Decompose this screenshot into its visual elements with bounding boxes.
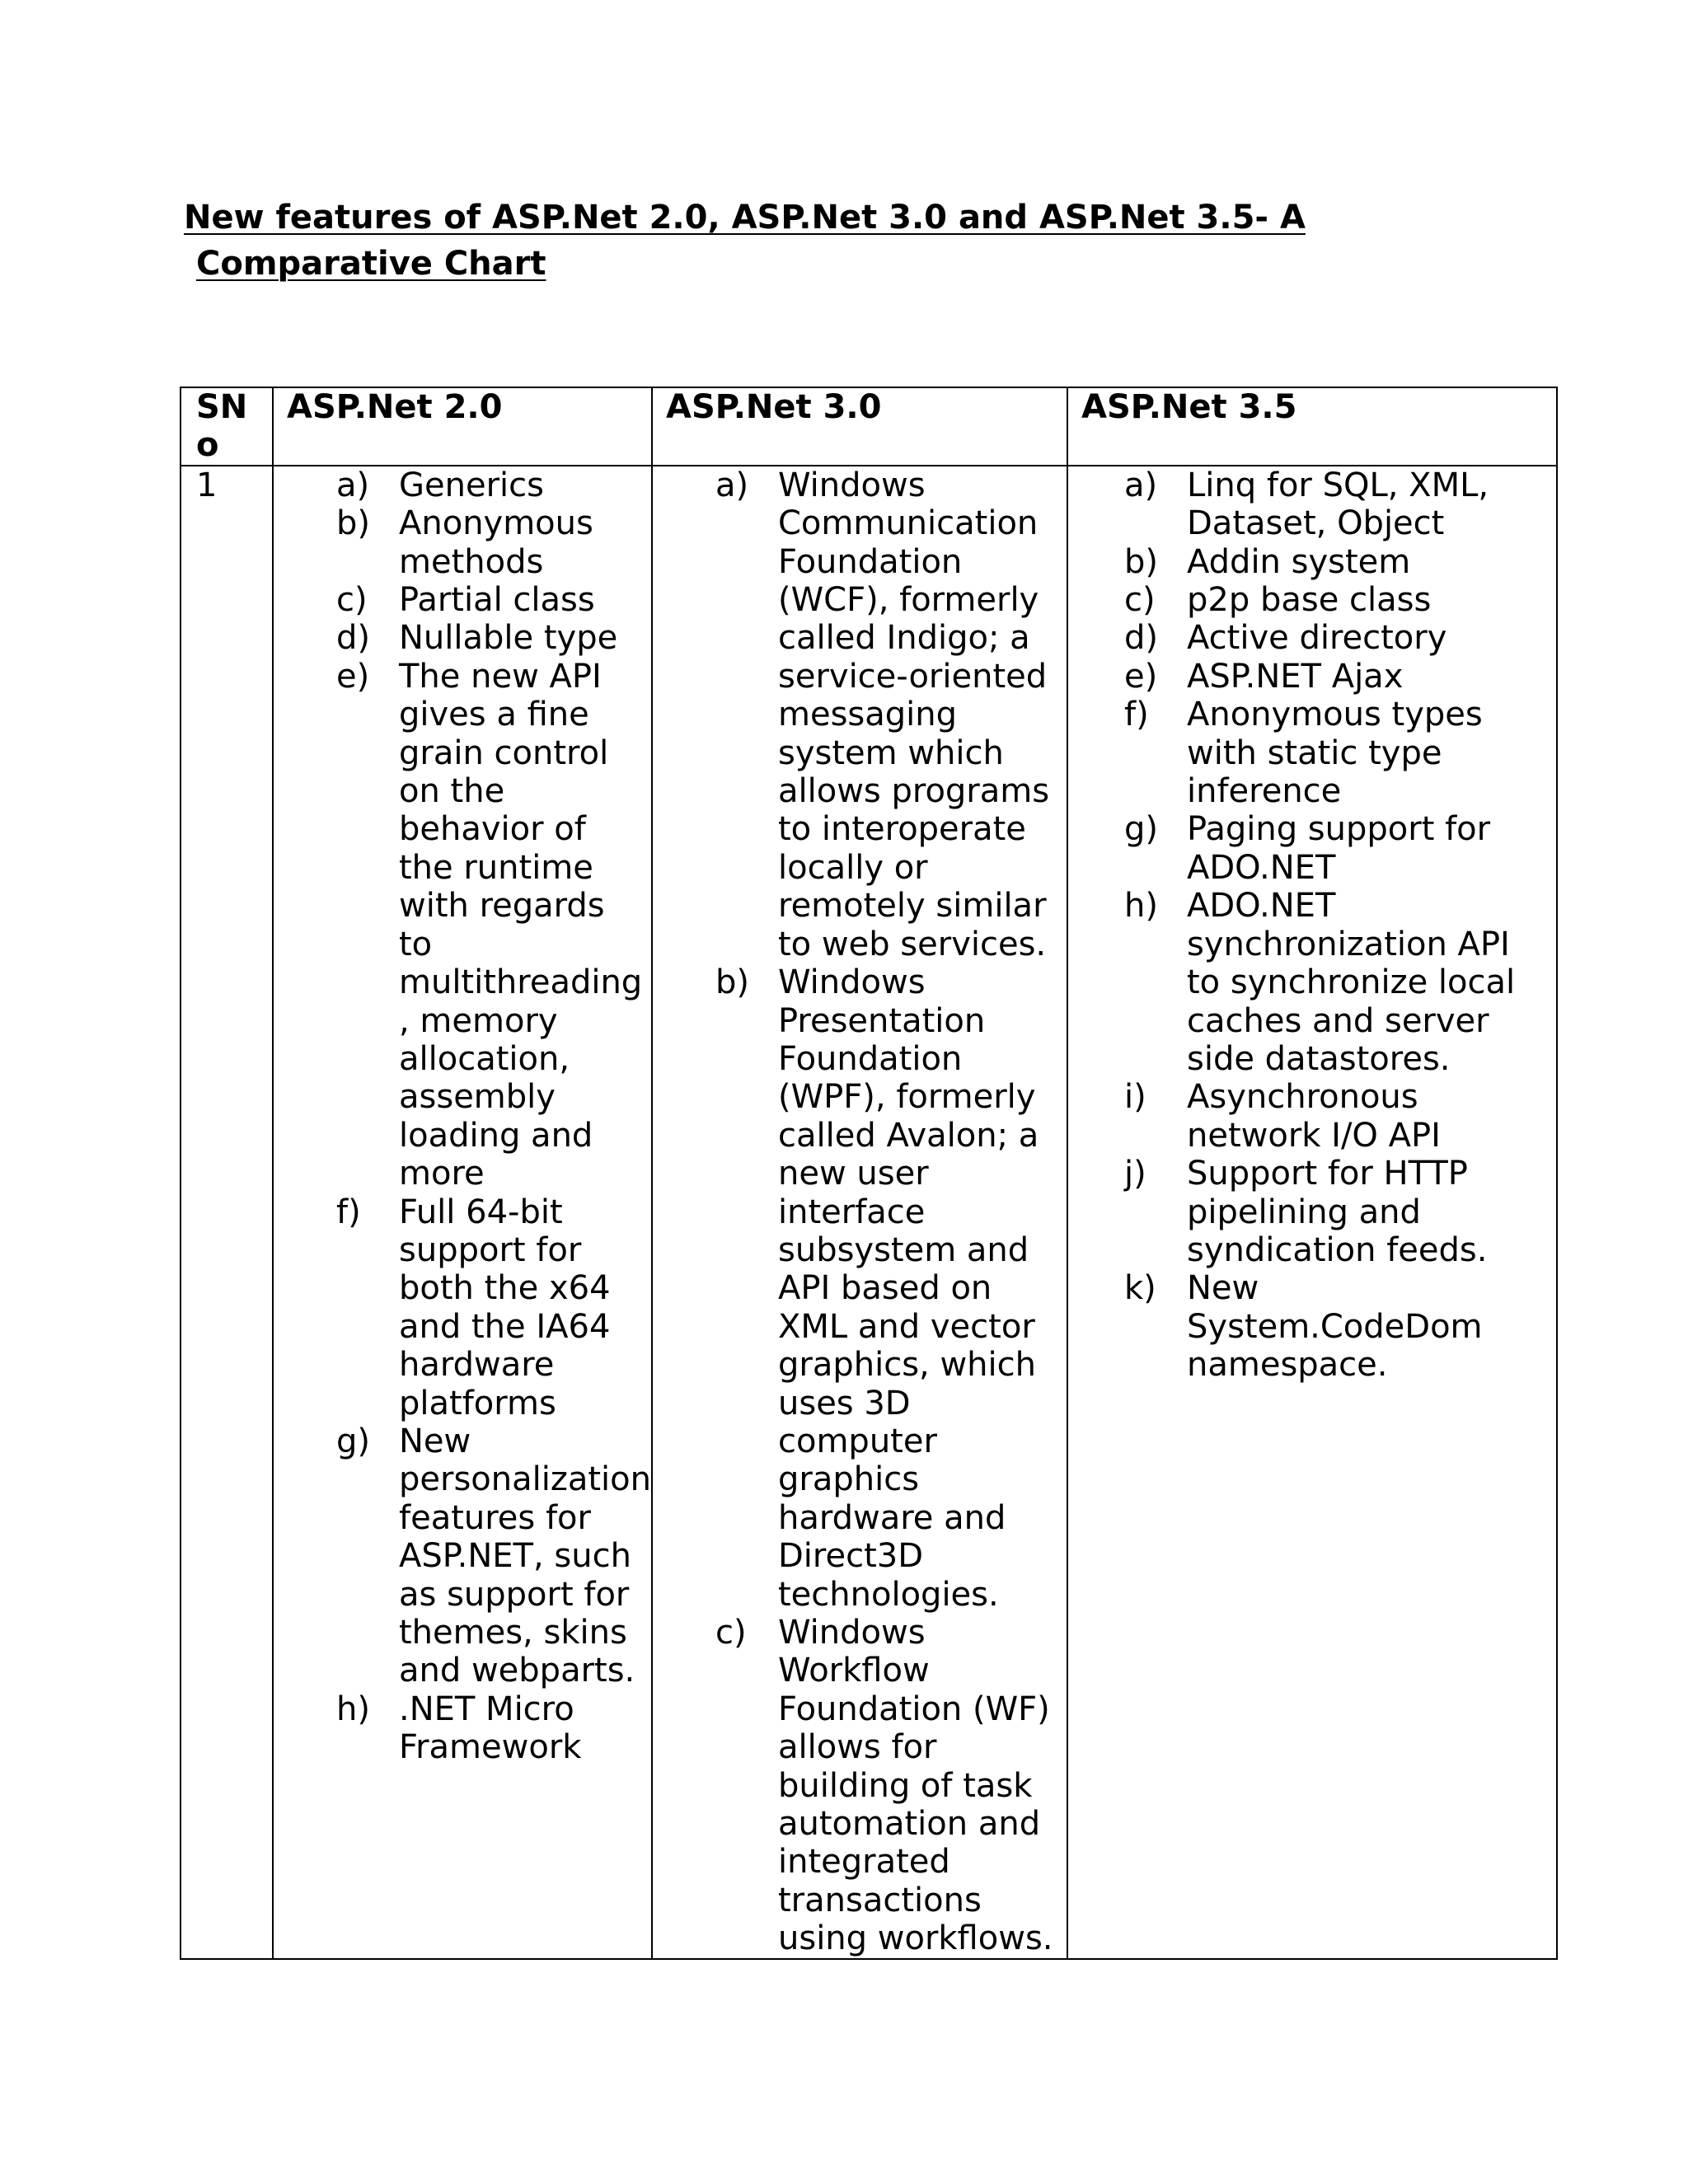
- list-marker: k): [1124, 1269, 1156, 1308]
- list-item-text: Nullable type: [399, 619, 618, 658]
- list-item-text: New System.CodeDom namespace.: [1187, 1269, 1483, 1385]
- header-sno: SN o: [181, 387, 273, 466]
- list-item-text: Anonymous methods: [399, 504, 593, 581]
- feature-list-asp20: [287, 466, 651, 1767]
- list-item-text: Support for HTTP pipelining and syndication feeds.: [1187, 1155, 1488, 1269]
- row-sno: 1: [181, 466, 273, 1959]
- list-marker: f): [336, 1193, 361, 1231]
- list-marker: c): [715, 1614, 747, 1652]
- list-marker: j): [1124, 1155, 1146, 1193]
- list-marker: a): [1124, 466, 1158, 504]
- list-item: [1081, 581, 1543, 619]
- list-item: [666, 466, 1053, 963]
- list-marker: g): [1124, 810, 1158, 849]
- list-item: [1081, 810, 1543, 887]
- list-item-text: New personalization features for ASP.NET, such as support for themes, skins and webparts.: [399, 1422, 651, 1690]
- list-item-text: .NET Micro Framework: [399, 1690, 582, 1767]
- list-marker: d): [1124, 619, 1158, 658]
- list-item: [287, 657, 643, 1193]
- feature-list-asp35: [1081, 466, 1543, 1385]
- list-item: [287, 581, 638, 619]
- list-item: [287, 1690, 638, 1767]
- list-item: [1081, 466, 1543, 543]
- list-item: [287, 466, 638, 504]
- list-item-text: Paging support for ADO.NET: [1187, 810, 1491, 887]
- list-marker: b): [715, 963, 749, 1002]
- cell-asp20: [273, 466, 652, 1959]
- list-marker: d): [336, 619, 370, 658]
- list-item-text: ASP.NET Ajax: [1187, 657, 1404, 696]
- list-marker: a): [715, 466, 749, 504]
- list-item-text: Partial class: [399, 581, 595, 620]
- feature-list-asp30: [666, 466, 1053, 1958]
- list-item: [1081, 619, 1543, 657]
- list-item: [1081, 1078, 1543, 1155]
- list-item: [666, 1614, 1053, 1958]
- title-line-1: New features of ASP.Net 2.0, ASP.Net 3.0 and ASP.Net 3.5- A: [184, 199, 1306, 237]
- header-row: [181, 387, 1557, 466]
- list-item-text: Windows Workflow Foundation (WF) allows for building of task automation and integrated transactions using workflows.: [778, 1614, 1053, 1958]
- list-item: [287, 1193, 638, 1422]
- list-item-text: Addin system: [1187, 542, 1411, 581]
- list-item-text: ADO.NET synchronization API to synchronize local caches and server side datastores.: [1187, 887, 1516, 1078]
- list-marker: f): [1124, 696, 1149, 734]
- list-item: [666, 963, 1053, 1614]
- list-item: [1081, 1269, 1543, 1384]
- list-item-text: Windows Presentation Foundation (WPF), formerly called Avalon; a new user interface subsystem and API based on XML and vector graphics, which uses 3D computer graphics hardware and Direct3D technologies.: [778, 963, 1039, 1614]
- list-marker: b): [336, 504, 370, 543]
- list-item-text: Full 64-bit support for both the x64 and the IA64 hardware platforms: [399, 1193, 611, 1422]
- list-item: [1081, 887, 1543, 1078]
- list-marker: h): [336, 1690, 370, 1728]
- comparison-table: [180, 387, 1558, 1960]
- list-item-text: Active directory: [1187, 619, 1447, 658]
- title-line-2: Comparative Chart: [196, 245, 546, 283]
- list-marker: e): [336, 657, 370, 696]
- list-marker: a): [336, 466, 370, 504]
- header-asp30: ASP.Net 3.0: [652, 387, 1067, 466]
- list-marker: g): [336, 1422, 370, 1460]
- list-marker: e): [1124, 657, 1158, 696]
- list-item: [1081, 696, 1543, 810]
- list-marker: c): [336, 581, 368, 620]
- header-asp35: ASP.Net 3.5: [1067, 387, 1557, 466]
- cell-asp35: [1067, 466, 1557, 1959]
- list-item-text: Linq for SQL, XML, Dataset, Object: [1187, 466, 1489, 543]
- list-item-text: Generics: [399, 466, 544, 504]
- list-item-text: Windows Communication Foundation (WCF), formerly called Indigo; a service-oriented messaging system which allows programs to interoperate locally or remotely similar to web services.: [778, 466, 1050, 963]
- list-item-text: Asynchronous network I/O API: [1187, 1078, 1441, 1155]
- list-marker: h): [1124, 887, 1158, 926]
- list-item: [287, 619, 638, 657]
- list-item: [287, 504, 638, 581]
- list-item-text: The new API gives a fine grain control on the behavior of the runtime with regards to multithreading , memory allocation, assembly loading and more: [399, 657, 643, 1193]
- table-row: [181, 466, 1557, 1959]
- header-asp20: ASP.Net 2.0: [273, 387, 652, 466]
- list-marker: b): [1124, 542, 1158, 581]
- list-item: [287, 1422, 651, 1690]
- list-marker: i): [1124, 1078, 1146, 1117]
- cell-asp30: [652, 466, 1067, 1959]
- list-item-text: Anonymous types with static type inference: [1187, 696, 1483, 811]
- document-title: [184, 194, 1338, 287]
- list-item: [1081, 1155, 1543, 1269]
- list-marker: c): [1124, 581, 1156, 620]
- list-item-text: p2p base class: [1187, 581, 1432, 620]
- list-item: [1081, 543, 1543, 581]
- list-item: [1081, 658, 1543, 696]
